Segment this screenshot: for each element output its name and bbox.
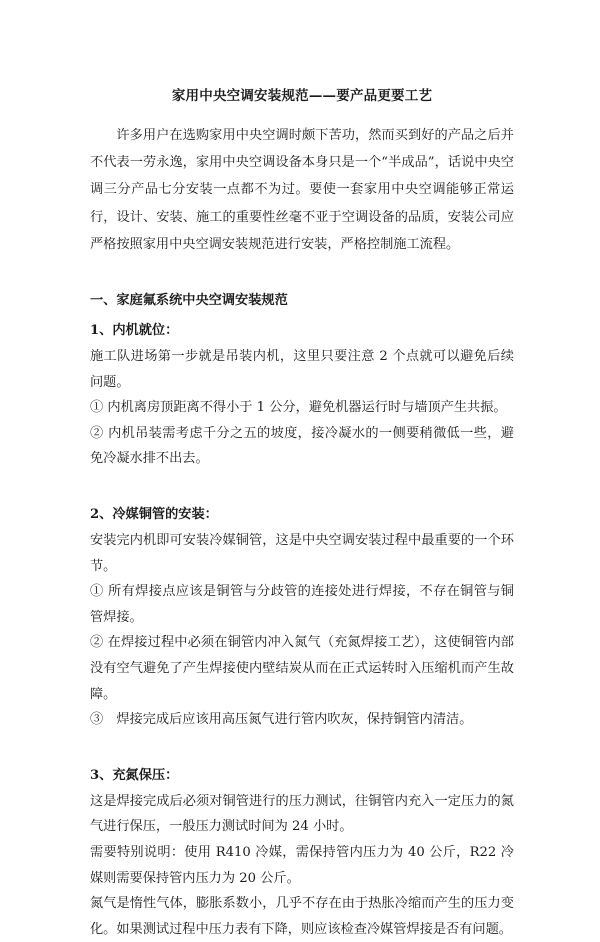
subsection-heading: 2、冷媒铜管的安装： [90, 506, 218, 522]
document-title: 家用中央空调安装规范——要产品更要工艺 [171, 88, 433, 104]
subsection-2 [90, 502, 514, 733]
subsection-3 [90, 763, 514, 942]
intro-paragraph: 许多用户在选购家用中央空调时颇下苦功，然而买到好的产品之后并不代表一劳永逸，家用中央空调设备本身只是一个“半成品”，话说中央空调三分产品七分安装一点都不为过。要使一套家用中央空调能够正常运行，设计、安装、施工的重要性丝毫不亚于空调设备的品质，安装公司应严格按照家用中央空调安装规范进行安装，严格控制施工流程。 [90, 128, 514, 252]
paragraph: 需要特别说明：使用 R410 冷媒，需保持管内压力为 40 公斤，R22 冷媒则需要保持管内压力为 20 公斤。 [90, 844, 514, 886]
subsection-1 [90, 318, 514, 472]
subsection-heading: 3、充氮保压： [90, 767, 179, 783]
paragraph: ③ 焊接完成后应该用高压氮气进行管内吹灰，保持铜管内清洁。 [90, 712, 473, 728]
section-heading: 一、家庭氟系统中央空调安装规范 [90, 293, 288, 309]
paragraph: ② 内机吊装需考虑千分之五的坡度，接冷凝水的一侧要稍微低一些，避免冷凝水排不出去。 [90, 425, 514, 467]
paragraph: 这是焊接完成后必须对铜管进行的压力测试，往铜管内充入一定压力的氮气进行保压，一般压力测试时间为 24 小时。 [90, 793, 514, 835]
paragraph: ① 内机离房顶距离不得小于 1 公分，避免机器运行时与墙顶产生共振。 [90, 400, 507, 416]
paragraph: ② 在焊接过程中必须在铜管内冲入氮气（充氮焊接工艺），这使铜管内部没有空气避免了产生焊接使内壁结炭从而在正式运转时入压缩机而产生故障。 [90, 635, 514, 702]
paragraph: 施工队进场第一步就是吊装内机，这里只要注意 2 个点就可以避免后续问题。 [90, 349, 514, 390]
paragraph: ① 所有焊接点应该是铜管与分歧管的连接处进行焊接，不存在铜管与铜管焊接。 [90, 584, 514, 625]
subsection-heading: 1、内机就位： [90, 323, 179, 339]
paragraph: 氮气是惰性气体，膨胀系数小，几乎不存在由于热胀冷缩而产生的压力变化。如果测试过程中压力表有下降，则应该检查冷媒管焊接是否有问题。 [90, 896, 514, 937]
paragraph: 安装完内机即可安装冷媒铜管，这是中央空调安装过程中最重要的一个环节。 [90, 532, 514, 574]
